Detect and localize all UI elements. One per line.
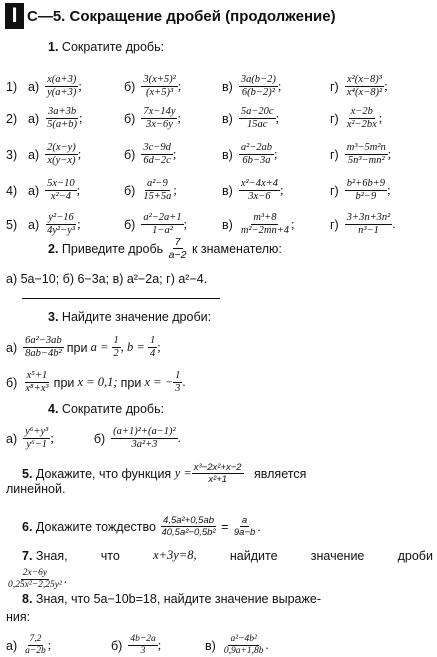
- row-number: 1): [6, 79, 18, 94]
- exercise-item: в) x²−4x+4 3x−6 ;: [222, 178, 284, 202]
- exercise-item: г) x²(x−8)³ x⁴(x−8)² ;: [330, 74, 388, 98]
- row-number: 2): [6, 111, 18, 126]
- exercise-item: г) 3+3n+3n² n³−1 .: [330, 212, 396, 236]
- task-2-fraction: 7 a−2: [168, 236, 187, 261]
- fraction: b²+6b+9 b²−9: [346, 178, 386, 202]
- task-3a: а) 6a²−3ab 8ab−4b² при a = $\frac{1}{2}$ , b = $\frac{1}{4}$ ;: [6, 335, 161, 359]
- task-5: 5. Докажите, что функция y = $\frac{\text{x³−2x²+x−2}}{\text{x²+1}}$ является: [22, 462, 307, 485]
- task-7: 7. Зная, что x+3y=8, найдите значение дроби: [22, 548, 433, 563]
- fraction: y²−16 4y²−y³: [47, 212, 76, 236]
- fraction: 3a+3b 5(a+b): [47, 106, 77, 130]
- fraction: 5a−20c 15ac: [240, 106, 274, 130]
- task-5-cont: линейной.: [6, 482, 66, 496]
- task-7-fraction: 2x−6y 0,25x²−2,25y² .: [8, 568, 67, 590]
- task-1-row: [6, 178, 433, 203]
- row-number: 5): [6, 217, 18, 232]
- task-1-row: [6, 106, 433, 131]
- row-number: 3): [6, 147, 18, 162]
- task-4-title: 4. Сократите дробь:: [48, 402, 165, 416]
- exercise-item: а) y²−16 4y²−y³ ;: [28, 212, 81, 236]
- exercise-item: б) 7x−14y 3x−6y ;: [124, 106, 181, 130]
- exercise-item: б) a²−9 15+5a ;: [124, 178, 177, 202]
- fraction: 7x−14y 3x−6y: [143, 106, 176, 130]
- fraction: a²−9 15+5a: [143, 178, 172, 202]
- task-1-row: [6, 212, 433, 237]
- worksheet-title: С—5. Сокращение дробей (продолжение): [27, 7, 336, 25]
- task-2-title: 2. Приведите дробь 7 a−2 к знаменателю:: [48, 236, 282, 261]
- task-1-row: [6, 142, 433, 167]
- task-1-row: [6, 74, 433, 99]
- task-1-title: 1. Сократите дробь:: [48, 40, 165, 54]
- fraction: x²(x−8)³ x⁴(x−8)²: [346, 74, 383, 98]
- task-3-title: 3. Найдите значение дроби:: [48, 310, 212, 324]
- worksheet-header: [5, 3, 336, 29]
- fraction: x²−4x+4 3x−6: [240, 178, 278, 202]
- fraction: a²−2a+1 1−a²: [143, 212, 182, 236]
- exercise-item: г) x−2b x²−2bx ;: [330, 106, 383, 130]
- exercise-item: а) 2(x−y) x(y−x) ;: [28, 142, 82, 166]
- exercise-item: в) 5a−20c 15ac ;: [222, 106, 280, 130]
- exercise-item: а) x(a+3) y(a+3) ;: [28, 74, 82, 98]
- task-6: 6. Докажите тождество $\frac{\text{4,5a²+0,5ab}}{\text{40,5a²−0,5b²}}$ = $\frac{a}{9a-b}$ .: [22, 515, 261, 538]
- exercise-item: б) 3(x+5)² (x+5)³ ;: [124, 74, 182, 98]
- fraction: x−2b x²−2bx: [346, 106, 377, 130]
- fraction: 2(x−y) x(y−x): [47, 142, 76, 166]
- fraction: 3a(b−2) 6(b−2)²: [240, 74, 276, 98]
- exercise-item: г) b²+6b+9 b²−9 ;: [330, 178, 391, 202]
- task-3b: б) x⁵+1 x⁸+x³ при x = 0,1; при x = − $\frac{1}{3}$ .: [6, 370, 186, 394]
- task-4-items: а) y⁶+y³ y⁶−1 ; б) (a+1)²+(a−1)² 3a²+3 .: [6, 426, 181, 450]
- row-number: 4): [6, 183, 18, 198]
- task-2-options: а) 5a−10; б) 6−3a; в) a²−2a; г) a²−4.: [6, 272, 208, 286]
- exercise-item: а) 3a+3b 5(a+b) ;: [28, 106, 83, 130]
- section-badge: I: [5, 3, 24, 29]
- task-8-items: а) 7,2 a−2b ; б) 4b−2a 3 ; в) a²−4b² 0,9a+1,8b .: [6, 634, 269, 656]
- exercise-item: в) a²−2ab 6b−3a ;: [222, 142, 278, 166]
- fraction: m³−5m²n 5n³−mn²: [346, 142, 386, 166]
- fraction: 5x−10 x²−4: [47, 178, 75, 202]
- fraction: 3+3n+3n² n³−1: [346, 212, 391, 236]
- exercise-item: б) 3c−9d 6d−2c ;: [124, 142, 177, 166]
- fraction: x(a+3) y(a+3): [47, 74, 77, 98]
- exercise-item: в) m³+8 m²−2mn+4 ;: [222, 212, 295, 236]
- exercise-item: а) 5x−10 x²−4 ;: [28, 178, 81, 202]
- exercise-item: г) m³−5m²n 5n³−mn² ;: [330, 142, 392, 166]
- fraction: 3(x+5)² (x+5)³: [143, 74, 176, 98]
- fraction: m³+8 m²−2mn+4: [240, 212, 290, 236]
- exercise-item: в) 3a(b−2) 6(b−2)² ;: [222, 74, 282, 98]
- exercise-item: б) a²−2a+1 1−a² ;: [124, 212, 188, 236]
- fraction: a²−2ab 6b−3a: [240, 142, 273, 166]
- task-8-cont: ния:: [6, 610, 31, 624]
- fraction: 3c−9d 6d−2c: [143, 142, 171, 166]
- separator-line: [22, 298, 220, 299]
- task-8: 8. Зная, что 5a−10b=18, найдите значение выраже-: [22, 592, 321, 606]
